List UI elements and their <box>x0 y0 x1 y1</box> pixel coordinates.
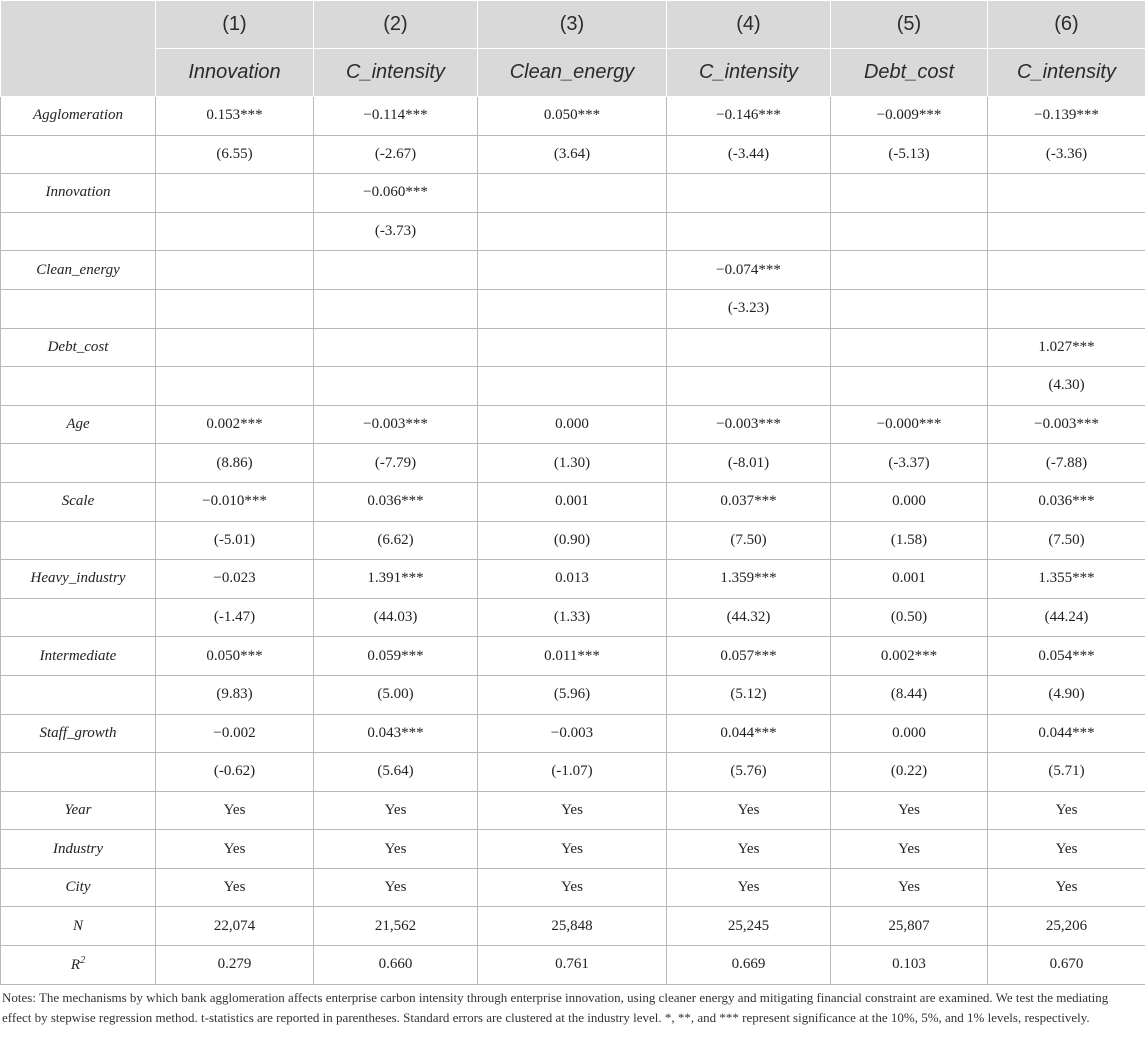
row-label: Age <box>1 405 156 444</box>
table-cell: Yes <box>314 868 478 907</box>
table-row <box>1 946 1145 985</box>
table-cell: (-1.07) <box>478 753 667 792</box>
header-variable: Clean_energy <box>478 49 667 97</box>
table-cell: 25,848 <box>478 907 667 946</box>
table-cell: 25,245 <box>667 907 831 946</box>
table-row <box>1 868 1145 907</box>
table-cell: (-3.37) <box>831 444 988 483</box>
table-cell: (5.71) <box>988 753 1145 792</box>
header-number: (3) <box>478 1 667 49</box>
table-cell <box>478 174 667 213</box>
table-cell: (8.86) <box>156 444 314 483</box>
table-cell <box>478 212 667 251</box>
table-cell: Yes <box>667 830 831 869</box>
row-label: Debt_cost <box>1 328 156 367</box>
table-cell: (-3.36) <box>988 135 1145 174</box>
table-cell <box>831 212 988 251</box>
table-cell <box>831 289 988 328</box>
table-cell: Yes <box>831 830 988 869</box>
table-cell: (1.30) <box>478 444 667 483</box>
table-cell <box>314 328 478 367</box>
table-cell <box>156 328 314 367</box>
table-cell: 0.761 <box>478 946 667 985</box>
table-cell: 0.043*** <box>314 714 478 753</box>
table-cell: 0.050*** <box>478 97 667 136</box>
table-row <box>1 174 1145 213</box>
table-cell: (-5.13) <box>831 135 988 174</box>
table-cell: −0.003*** <box>988 405 1145 444</box>
row-label: Year <box>1 791 156 830</box>
row-label: City <box>1 868 156 907</box>
table-cell: Yes <box>831 868 988 907</box>
table-cell <box>831 174 988 213</box>
row-label: N <box>1 907 156 946</box>
table-cell <box>988 251 1145 290</box>
table-cell: 0.000 <box>831 482 988 521</box>
table-cell: −0.009*** <box>831 97 988 136</box>
header-variable: C_intensity <box>667 49 831 97</box>
table-cell: (-5.01) <box>156 521 314 560</box>
table-cell: (6.62) <box>314 521 478 560</box>
table-cell: Yes <box>156 830 314 869</box>
table-cell: (-3.44) <box>667 135 831 174</box>
table-cell: Yes <box>314 830 478 869</box>
table-cell: 0.660 <box>314 946 478 985</box>
table-cell: (44.32) <box>667 598 831 637</box>
table-row <box>1 212 1145 251</box>
table-row <box>1 482 1145 521</box>
header-number: (2) <box>314 1 478 49</box>
table-row <box>1 675 1145 714</box>
table-cell: Yes <box>988 830 1145 869</box>
table-cell: (6.55) <box>156 135 314 174</box>
table-cell: −0.023 <box>156 560 314 599</box>
table-cell: −0.114*** <box>314 97 478 136</box>
header-number: (5) <box>831 1 988 49</box>
table-cell: −0.002 <box>156 714 314 753</box>
row-label: Industry <box>1 830 156 869</box>
table-cell: 0.001 <box>831 560 988 599</box>
table-cell: Yes <box>831 791 988 830</box>
table-cell <box>156 289 314 328</box>
table-cell <box>156 212 314 251</box>
table-cell: −0.146*** <box>667 97 831 136</box>
table-cell <box>988 174 1145 213</box>
row-label <box>1 946 156 985</box>
table-row <box>1 289 1145 328</box>
header-variable: Innovation <box>156 49 314 97</box>
row-label: Agglomeration <box>1 97 156 136</box>
table-cell: 21,562 <box>314 907 478 946</box>
table-cell: −0.003*** <box>314 405 478 444</box>
header-variable: Debt_cost <box>831 49 988 97</box>
table-cell: (-3.23) <box>667 289 831 328</box>
row-label: Innovation <box>1 174 156 213</box>
table-cell: 0.059*** <box>314 637 478 676</box>
table-cell: 0.669 <box>667 946 831 985</box>
header-number: (4) <box>667 1 831 49</box>
row-label: Heavy_industry <box>1 560 156 599</box>
header-variable: C_intensity <box>988 49 1145 97</box>
table-cell: (4.90) <box>988 675 1145 714</box>
table-cell: 0.036*** <box>314 482 478 521</box>
table-cell: 0.670 <box>988 946 1145 985</box>
table-cell: 1.359*** <box>667 560 831 599</box>
table-cell: Yes <box>988 868 1145 907</box>
table-cell: −0.139*** <box>988 97 1145 136</box>
table-row <box>1 907 1145 946</box>
table-cell: 0.050*** <box>156 637 314 676</box>
table-cell: (3.64) <box>478 135 667 174</box>
table-row <box>1 560 1145 599</box>
table-row <box>1 328 1145 367</box>
table-cell: Yes <box>667 868 831 907</box>
table-cell <box>988 212 1145 251</box>
table-cell: 0.153*** <box>156 97 314 136</box>
table-row <box>1 714 1145 753</box>
table-cell: (5.96) <box>478 675 667 714</box>
table-cell <box>988 289 1145 328</box>
table-cell: (-8.01) <box>667 444 831 483</box>
table-cell: 1.027*** <box>988 328 1145 367</box>
table-cell: 22,074 <box>156 907 314 946</box>
table-body <box>1 97 1145 985</box>
table-cell: (5.76) <box>667 753 831 792</box>
table-cell: (44.03) <box>314 598 478 637</box>
table-cell: 0.057*** <box>667 637 831 676</box>
table-cell: Yes <box>988 791 1145 830</box>
table-cell: −0.074*** <box>667 251 831 290</box>
table-cell: 0.037*** <box>667 482 831 521</box>
table-row <box>1 97 1145 136</box>
table-cell: 0.103 <box>831 946 988 985</box>
table-cell <box>667 212 831 251</box>
table-cell: Yes <box>156 868 314 907</box>
table-cell: Yes <box>478 868 667 907</box>
table-cell: 25,206 <box>988 907 1145 946</box>
header-row-variables <box>1 49 1145 97</box>
row-label: Staff_growth <box>1 714 156 753</box>
row-label <box>1 521 156 560</box>
table-cell: (5.00) <box>314 675 478 714</box>
table-cell: −0.000*** <box>831 405 988 444</box>
table-row <box>1 405 1145 444</box>
table-notes: Notes: The mechanisms by which bank agglomeration affects enterprise carbon intensity through enterprise innovation, using cleaner energy and mitigating financial constraint are examined. We test the mediating effect by stepwise regression method. t-statistics are reported in parentheses. Standard errors are clustered at the industry level. *, **, and *** represent significance at the 10%, 5%, and 1% levels, respectively. <box>2 990 1109 1025</box>
row-label <box>1 444 156 483</box>
table-cell <box>667 174 831 213</box>
table-cell <box>667 367 831 406</box>
table-cell: (-0.62) <box>156 753 314 792</box>
row-label: Clean_energy <box>1 251 156 290</box>
table-row <box>1 135 1145 174</box>
table-cell: (-2.67) <box>314 135 478 174</box>
table-cell: (4.30) <box>988 367 1145 406</box>
table-cell <box>667 328 831 367</box>
table-cell: Yes <box>314 791 478 830</box>
table-header <box>1 1 1145 97</box>
table-cell: (5.12) <box>667 675 831 714</box>
table-cell: 0.011*** <box>478 637 667 676</box>
table-cell: Yes <box>478 830 667 869</box>
table-cell: −0.003 <box>478 714 667 753</box>
table-cell: −0.010*** <box>156 482 314 521</box>
table-cell: 0.000 <box>478 405 667 444</box>
table-row <box>1 251 1145 290</box>
row-label <box>1 212 156 251</box>
table-cell <box>478 251 667 290</box>
table-cell <box>831 328 988 367</box>
table-row <box>1 444 1145 483</box>
header-number: (6) <box>988 1 1145 49</box>
table-cell <box>314 367 478 406</box>
table-cell: 0.001 <box>478 482 667 521</box>
table-row <box>1 637 1145 676</box>
row-label <box>1 135 156 174</box>
table-cell: (8.44) <box>831 675 988 714</box>
table-cell: (0.50) <box>831 598 988 637</box>
table-row <box>1 521 1145 560</box>
header-number: (1) <box>156 1 314 49</box>
table-row <box>1 367 1145 406</box>
row-label <box>1 753 156 792</box>
table-cell: (1.33) <box>478 598 667 637</box>
table-cell: 25,807 <box>831 907 988 946</box>
table-cell: (-7.79) <box>314 444 478 483</box>
header-corner <box>1 1 156 97</box>
table-cell: 0.013 <box>478 560 667 599</box>
table-cell: 0.000 <box>831 714 988 753</box>
table-cell: 0.279 <box>156 946 314 985</box>
header-row-numbers <box>1 1 1145 49</box>
table-cell <box>156 174 314 213</box>
table-cell: 0.044*** <box>667 714 831 753</box>
table-cell: Yes <box>156 791 314 830</box>
table-cell <box>314 289 478 328</box>
table-cell <box>831 367 988 406</box>
table-cell <box>478 289 667 328</box>
table-cell <box>478 367 667 406</box>
row-label: Scale <box>1 482 156 521</box>
table-row <box>1 753 1145 792</box>
table-cell: 0.044*** <box>988 714 1145 753</box>
table-cell: (0.90) <box>478 521 667 560</box>
row-label <box>1 598 156 637</box>
row-label <box>1 367 156 406</box>
r-squared-label: $R^2$ <box>70 955 86 974</box>
table-cell: Yes <box>667 791 831 830</box>
table-cell: (-7.88) <box>988 444 1145 483</box>
table-cell: 0.054*** <box>988 637 1145 676</box>
table-cell: (1.58) <box>831 521 988 560</box>
row-label <box>1 675 156 714</box>
table-cell: 0.002*** <box>156 405 314 444</box>
table-cell <box>156 251 314 290</box>
table-cell <box>314 251 478 290</box>
table-cell: (7.50) <box>988 521 1145 560</box>
table-cell: 0.002*** <box>831 637 988 676</box>
table-cell: Yes <box>478 791 667 830</box>
table-cell: 1.391*** <box>314 560 478 599</box>
table-row <box>1 830 1145 869</box>
table-cell <box>156 367 314 406</box>
table-row <box>1 791 1145 830</box>
table-cell: −0.060*** <box>314 174 478 213</box>
table-cell: (0.22) <box>831 753 988 792</box>
row-label: Intermediate <box>1 637 156 676</box>
table-cell: (-1.47) <box>156 598 314 637</box>
row-label <box>1 289 156 328</box>
table-cell: (7.50) <box>667 521 831 560</box>
table-cell: (9.83) <box>156 675 314 714</box>
table-cell: (44.24) <box>988 598 1145 637</box>
table-cell: −0.003*** <box>667 405 831 444</box>
table-cell: 1.355*** <box>988 560 1145 599</box>
table-cell: (5.64) <box>314 753 478 792</box>
table-cell <box>831 251 988 290</box>
table-cell: 0.036*** <box>988 482 1145 521</box>
header-variable: C_intensity <box>314 49 478 97</box>
table-cell: (-3.73) <box>314 212 478 251</box>
table-cell <box>478 328 667 367</box>
table-row <box>1 598 1145 637</box>
